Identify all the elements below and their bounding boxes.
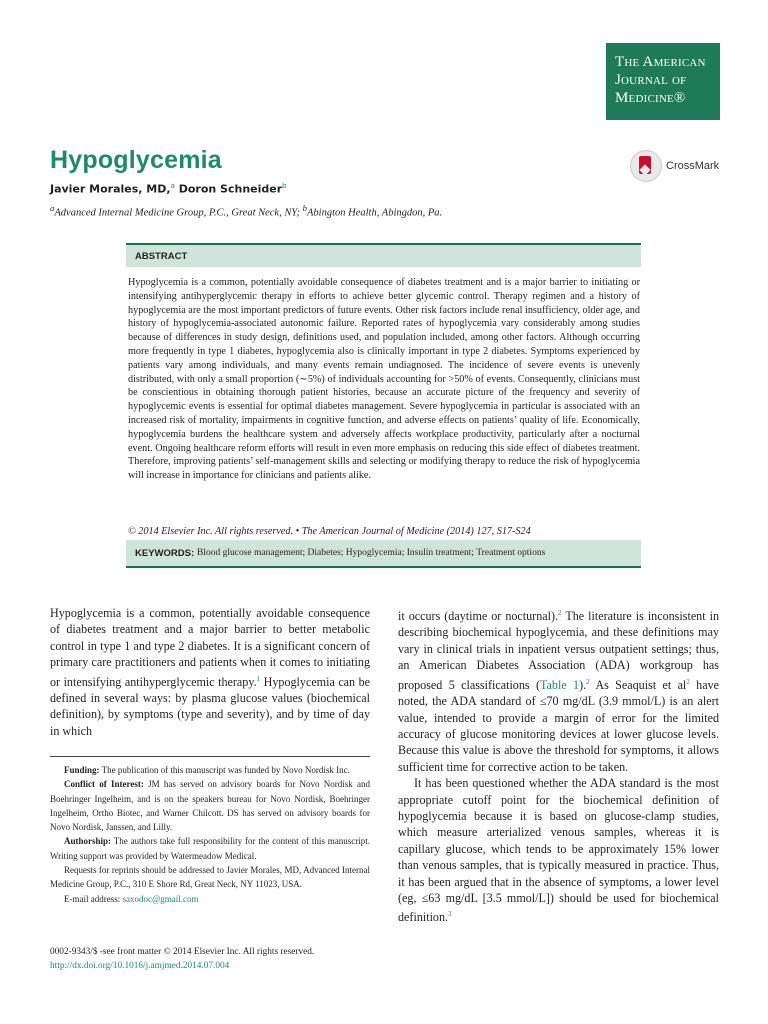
body-left-column (50, 605, 370, 739)
body-paragraph (398, 605, 719, 775)
keywords-label: KEYWORDS: (135, 548, 195, 559)
footnote-label: Funding: (64, 765, 100, 775)
issn-line: 0002-9343/$ -see front matter © 2014 Elsevier Inc. All rights reserved. (50, 947, 315, 957)
abstract-text: Hypoglycemia is a common, potentially avoidable consequence of diabetes treatment and is a major barrier to initiating or intensifying antihyperglycemic therapy in efforts to achieve better glycemic control. Therapy regimen and a history of hypoglycemia are the most important predictors of future events. Other risk factors include renal insufficiency, older age, and history of hypoglycemia-associated autonomic failure. Reported rates of hypoglycemia vary considerably among studies because of differences in study design, definitions used, and population included, among other factors. Although occurring more frequently in type 1 diabetes, hypoglycemia also is clinically important in type 2 diabetes. Symptoms experienced by patients vary among individuals, and many events remain undiagnosed. The incidence of severe events is unevenly distributed, with only a small proportion (∼5%) of individuals accounting for >50% of events. Consequently, clinicians must be conscientious in obtaining thorough patient histories, because an accurate picture of the frequency and severity of hypoglycemic events is essential for optimal diabetes management. Severe hypoglycemia in particular is associated with an increased risk of mortality, impairments in cognitive function, and adverse effects on patients’ quality of life. Economically, hypoglycemia burdens the healthcare system and adversely affects workplace productivity, particularly after a nocturnal event. Ongoing healthcare reform efforts will result in even more emphasis on reducing this side effect of diabetes treatment. Therefore, improving patients’ self-management skills and selecting or modifying therapy to reduce the risk of hypoglycemia will increase in importance for clinicians and patients alike. (128, 277, 640, 482)
table-link[interactable]: Table 1 (540, 677, 580, 692)
email-label: E-mail address: (64, 893, 123, 904)
doi-link[interactable]: http://dx.doi.org/10.1016/j.amjmed.2014.07.004 (50, 961, 230, 971)
text-run: It has been questioned whether the ADA standard is the most appropriate cutoff point for the biochemical definition of hypoglycemia because it is based on glucose-clamp studies, which measure arterialized venous samples, whereas it is capillary glucose, which tends to be approximately 15% lower than venous samples, that is typically measured in practice. Thus, it has been argued that in the absence of symptoms, a lower level (eg, ≤63 mg/dL [3.5 mmol/L]) should be used for biochemical definition. (398, 776, 719, 925)
author-2-sup[interactable]: b (282, 182, 287, 190)
abstract-copyright: © 2014 Elsevier Inc. All rights reserved. • The American Journal of Medicine (2014) 127, S17-S24 (128, 526, 531, 537)
citation-link[interactable]: 2 (586, 677, 590, 686)
article-title: Hypoglycemia (50, 146, 222, 174)
logo-line-2: Journal of (615, 72, 687, 88)
citation-link[interactable]: 3 (448, 910, 452, 919)
footnote-label: Conflict of Interest: (64, 779, 144, 790)
footnotes (50, 763, 370, 906)
footnote-label: Authorship: (64, 836, 112, 847)
footnote-text: The publication of this manuscript was funded by Novo Nordisk Inc. (99, 765, 350, 775)
affil-a-mark: a (50, 203, 55, 213)
footnote-email (50, 892, 370, 906)
footnote-funding (50, 763, 370, 777)
footnote-divider (50, 756, 370, 757)
affil-a: Advanced Internal Medicine Group, P.C., Great Neck, NY; (54, 207, 303, 219)
text-run: Hypoglycemia is a common, potentially avoidable consequence of diabetes treatment and a major barrier to better metabolic control in type 1 and type 2 diabetes. It is a significant concern of primary care practitioners and patients when it comes to initiating or intensifying antihyperglycemic therapy. (50, 606, 370, 689)
journal-logo (606, 43, 720, 120)
footnote-coi (50, 777, 370, 834)
abstract-heading: ABSTRACT (135, 251, 188, 262)
abstract-box (126, 243, 641, 568)
footnote-text: JM has served on advisory boards for Novo Nordisk and Boehringer Ingelheim, and is on the speakers bureau for Novo Nordisk, Boehringer Ingelheim, Ortho Biotec, and Warner Chilcott. DS has served on advisory boards for Novo Nordisk, Janssen, and Lilly. (50, 779, 370, 833)
text-run: Hypoglycemia can be defined in several ways: by plasma glucose values (biochemical definition), by symptoms (type and severity), and by time of day in which (50, 674, 371, 738)
text-run: ). (579, 677, 587, 692)
crossmark-badge[interactable] (630, 150, 719, 182)
author-list (50, 182, 287, 196)
citation-link[interactable]: 2 (558, 609, 562, 617)
affiliations (50, 203, 442, 219)
citation-link[interactable]: 2 (686, 677, 690, 686)
crossmark-icon (630, 150, 662, 182)
logo-line-3: Medicine® (615, 90, 686, 106)
text-run: it occurs (daytime or nocturnal). (398, 609, 559, 624)
citation-link[interactable]: 1 (256, 674, 261, 683)
page-footer (50, 945, 314, 973)
body-paragraph (50, 605, 370, 739)
text-run: The literature is inconsistent in describing biochemical hypoglycemia, and these definitions may vary in clinical trials in inpatient versus outpatient settings; thus, an American Diabetes Association (ADA) workgroup has proposed 5 classifications ( (398, 609, 719, 692)
body-paragraph (398, 775, 719, 926)
author-1: Javier Morales, MD, (50, 182, 171, 196)
text-run: have noted, the ADA standard of ≤70 mg/dL (3.9 mmol/L) is an alert value, intended to provide a margin of error for the limited accuracy of glucose monitoring devices at lower glucose levels. Because this value is above the threshold for symptoms, it allows sufficient time for corrective action to be taken. (398, 677, 719, 774)
keywords-bar (126, 540, 641, 568)
text-run: As Seaquist et al (589, 677, 687, 692)
author-2: Doron Schneider (178, 182, 283, 196)
footnote-authorship (50, 834, 370, 863)
footnote-text: The authors take full responsibility for the content of this manuscript. Writing support was provided by Watermeadow Medical. (50, 836, 370, 861)
crossmark-label: CrossMark (666, 160, 720, 172)
footnote-reprints: Requests for reprints should be addressed to Javier Morales, MD, Advanced Internal Medicine Group, P.C., 310 E Shore Rd, Great Neck, NY 11023, USA. (50, 865, 370, 890)
affil-b-mark: b (302, 203, 308, 213)
email-link[interactable]: saxodoc@gmail.com (122, 893, 199, 904)
logo-line-1: The American (615, 54, 706, 70)
abstract-header (126, 243, 641, 267)
body-right-column (398, 605, 719, 926)
keywords-text: Blood glucose management; Diabetes; Hypoglycemia; Insulin treatment; Treatment options (197, 548, 546, 558)
author-1-sup[interactable]: a (170, 182, 175, 190)
affil-b: Abington Health, Abingdon, Pa. (307, 207, 443, 219)
